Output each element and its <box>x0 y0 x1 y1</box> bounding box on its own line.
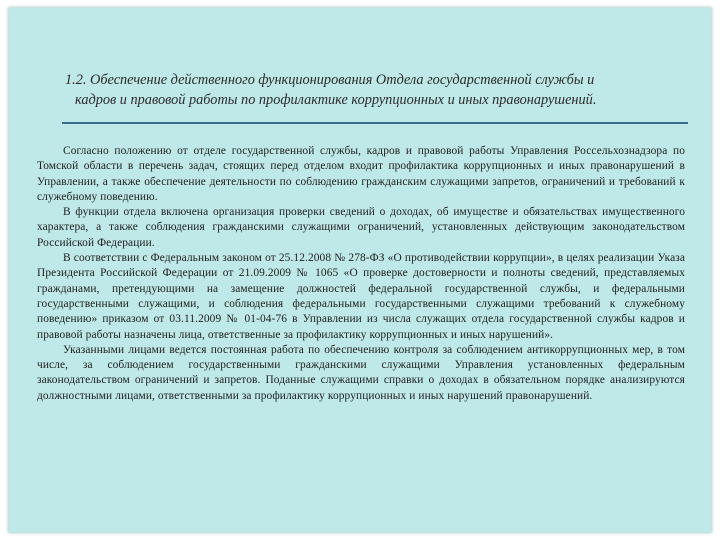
slide-title-line-1: 1.2. Обеспечение действенного функционирования Отдела государственной службы и <box>65 72 595 88</box>
slide-title <box>61 70 697 110</box>
body-paragraph-4: Указанными лицами ведется постоянная работа по обеспечению контроля за соблюдением антикоррупционных мер, в том числе, за соблюдением государственными гражданскими служащими Управления установленных федеральным законодательством ограничений и запретов. Поданные служащими справки о доходах в обязательном порядке анализируются должностными лицами, ответственными за профилактику коррупционных и иных нарушений правонарушений. <box>37 343 685 402</box>
body-paragraph-3: В соответствии с Федеральным законом от 25.12.2008 № 278-ФЗ «О противодействии коррупции», в целях реализации Указа Президента Российской Федерации от 21.09.2009 № 1065 «О проверке достоверности и полноты сведений, представляемых гражданами, претендующими на замещение должностей федеральной государственной службы, и федеральными государственными служащими, и соблюдения федеральными государственными служащими требований к служебному поведению» приказом от 03.11.2009 № 01-04-76 в Управлении из числа служащих отдела государственной службы кадров и правовой работы назначены лица, ответственные за профилактику коррупционных и иных нарушений». <box>37 252 685 341</box>
slide-body <box>37 144 685 404</box>
slide-title-line-2: кадров и правовой работы по профилактике коррупционных и иных правонарушений. <box>75 92 597 108</box>
slide <box>9 8 711 532</box>
title-divider <box>62 122 688 124</box>
body-paragraph-2: В функции отдела включена организация проверки сведений о доходах, об имуществе и обязательствах имущественного характера, а также соблюдения гражданскими служащими ограничений, установленных действующим законодательством Российской Федерации. <box>37 206 685 249</box>
body-paragraph-1: Согласно положению от отделе государственной службы, кадров и правовой работы Управления Россельхознадзора по Томской области в перечень задач, стоящих перед отделом входит профилактика коррупционных и иных правонарушений в Управлении, а также обеспечение деятельности по соблюдению гражданским служащими запретов, ограничений и требований к служебному поведению. <box>37 145 685 203</box>
